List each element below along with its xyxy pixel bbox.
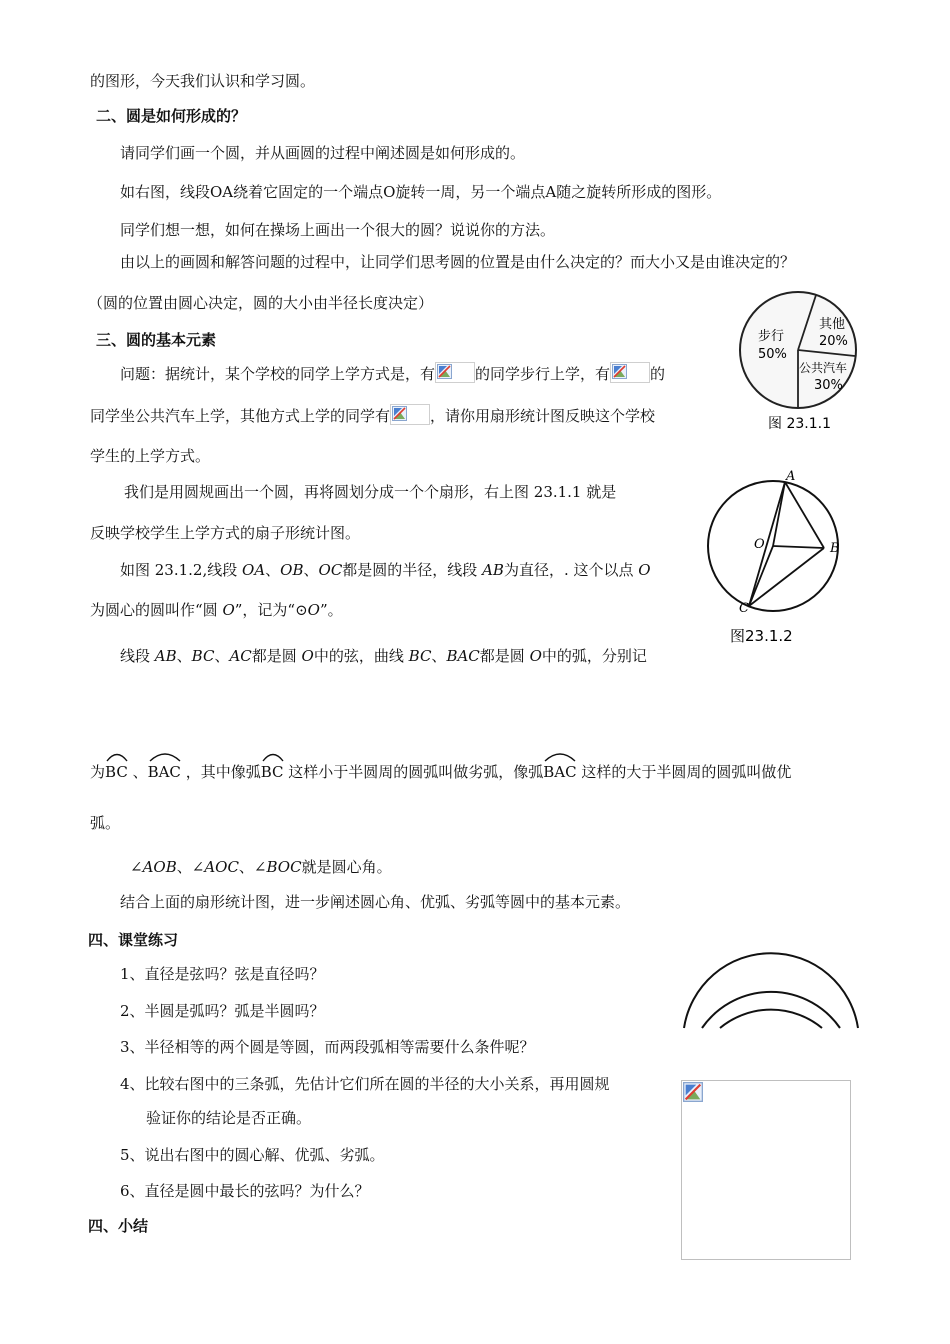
broken-image-icon — [612, 364, 627, 379]
chord-text: 中的弧，分别记 — [541, 647, 647, 665]
fan-text-2: 反映学校学生上学方式的扇子形统计图。 — [90, 524, 361, 542]
chord-text: 中的弦，曲线 — [313, 647, 409, 665]
arc-text: 这样的大于半圆周的圆弧叫做优 — [576, 763, 792, 781]
angle-boc: BOC — [266, 858, 302, 876]
arc-notation-end: 弧。 — [90, 814, 121, 832]
section-3-title: 三、圆的基本元素 — [96, 331, 217, 349]
separator: 、 — [176, 647, 192, 665]
pie-label-other: 其他 — [819, 317, 846, 332]
figure-circle-chords — [700, 468, 850, 653]
chord-text: 都是圆 — [251, 647, 302, 665]
chord-ac: AC — [229, 647, 252, 665]
problem-text-b: 的同学步行上学，有 — [475, 365, 611, 383]
angle-text: 就是圆心角。 — [301, 858, 392, 876]
sec2-p4: 由以上的画圆和解答问题的过程中，让同学们思考圆的位置是由什么决定的？而大小又是由谁决定的？ — [120, 253, 796, 271]
angle-aoc: AOC — [204, 858, 239, 876]
point-o: O — [529, 647, 542, 665]
pie-value-bus: 30% — [814, 378, 843, 393]
sec2-p2: 如右图，线段OA绕着它固定的一个端点O旋转一周，另一个端点A随之旋转所形成的图形。 — [120, 183, 722, 201]
pie-value-other: 20% — [819, 334, 848, 349]
def-text: ”，记为“⊙ — [234, 601, 308, 619]
point-label-c: C — [739, 601, 749, 616]
def-text: 为直径，. 这个以点 — [503, 561, 639, 579]
central-angle-line — [130, 857, 392, 877]
angle-symbol: 、∠ — [176, 858, 205, 876]
chord-ab: AB — [154, 647, 177, 665]
segment-oa: OA — [242, 561, 266, 579]
exercise-3: 3、半径相等的两个圆是等圆，而两段弧相等需要什么条件呢？ — [120, 1038, 535, 1056]
arc-bac: BAC — [446, 647, 480, 665]
missing-fraction-image — [390, 404, 430, 425]
section-4-title: 四、课堂练习 — [88, 931, 179, 949]
angle-symbol: 、∠ — [238, 858, 267, 876]
def-text: 为圆心的圆叫作“圆 — [90, 601, 223, 619]
exercise-4: 4、比较右图中的三条弧，先估计它们所在圆的半径的大小关系，再用圆规 — [120, 1075, 610, 1093]
figure-caption: 图 23.1.1 — [768, 416, 831, 432]
point-o: O — [638, 561, 651, 579]
fan-text-1: 我们是用圆规画出一个圆，再将圆划分成一个个扇形，右上图 23.1.1 就是 — [124, 483, 617, 501]
exercise-5: 5、说出右图中的圆心解、优弧、劣弧。 — [120, 1146, 385, 1164]
arc-mark-icon — [148, 750, 182, 762]
angle-aob: AOB — [142, 858, 177, 876]
arc-bc-label: BC — [260, 763, 284, 781]
point-label-a: A — [786, 469, 796, 484]
broken-image-icon — [683, 1082, 703, 1102]
exercise-2: 2、半圆是弧吗？弧是半圆吗？ — [120, 1002, 325, 1020]
arc-text: 为 — [90, 763, 106, 781]
arc-bac-label: BAC — [543, 763, 577, 781]
angle-symbol: ∠ — [130, 858, 143, 876]
section-2-title: 二、圆是如何形成的？ — [96, 107, 247, 125]
sec2-p3: 同学们想一想，如何在操场上画出一个很大的圆？说说你的方法。 — [120, 221, 556, 239]
arc-text: 这样小于半圆周的圆弧叫做劣弧，像弧 — [283, 763, 544, 781]
figure-caption: 图23.1.2 — [730, 627, 793, 645]
arc-bac-label: BAC — [147, 763, 181, 781]
arc-symbol-bc — [105, 762, 128, 782]
chord-line-ab — [785, 482, 824, 548]
arc-symbol-bc — [261, 762, 284, 782]
definition-line-1 — [120, 560, 651, 580]
figure-three-arcs — [676, 940, 866, 1030]
broken-image-icon — [437, 364, 452, 379]
intro-text: 的图形，今天我们认识和学习圆。 — [90, 72, 316, 90]
def-text: 都是圆的半径，线段 — [342, 561, 483, 579]
arc-bc: BC — [408, 647, 432, 665]
separator: 、 — [265, 561, 281, 579]
point-label-b: B — [830, 541, 840, 556]
exercise-6: 6、直径是圆中最长的弦吗？为什么？ — [120, 1182, 370, 1200]
problem-text-e: ，请你用扇形统计图反映这个学校 — [430, 407, 656, 425]
point-o: O — [307, 601, 320, 619]
pie-label-bus: 公共汽车 — [799, 361, 848, 375]
point-label-o: O — [754, 537, 765, 552]
chord-bc: BC — [191, 647, 215, 665]
pie-label-walk: 步行 — [758, 329, 785, 344]
broken-image-icon — [392, 406, 407, 421]
summary-title: 四、小结 — [88, 1217, 149, 1235]
def-text: 如图 23.1.2,线段 — [120, 561, 243, 579]
arc-bc-label: BC — [105, 763, 128, 781]
definition-line-2 — [90, 600, 343, 620]
problem-text-d: 同学坐公共汽车上学，其他方式上学的同学有 — [90, 407, 391, 425]
figure-pie-chart — [736, 290, 866, 440]
separator: 、 — [303, 561, 319, 579]
missing-fraction-image — [610, 362, 650, 383]
separator: 、 — [214, 647, 230, 665]
segment-ob: OB — [280, 561, 304, 579]
arc-notation-line — [90, 762, 791, 782]
missing-figure-box — [681, 1080, 851, 1260]
missing-fraction-image — [435, 362, 475, 383]
problem-text-c: 的 — [650, 365, 666, 383]
problem-text-a: 问题：据统计，某个学校的同学上学方式是，有 — [120, 365, 436, 383]
chord-text: 都是圆 — [479, 647, 530, 665]
chord-text: 线段 — [120, 647, 155, 665]
exercise-1: 1、直径是弦吗？弦是直径吗？ — [120, 965, 325, 983]
combine-text: 结合上面的扇形统计图，进一步阐述圆心角、优弧、劣弧等圆中的基本元素。 — [120, 893, 631, 911]
segment-ab: AB — [482, 561, 504, 579]
point-o: O — [301, 647, 314, 665]
problem-line-2 — [90, 404, 655, 426]
pie-value-walk: 50% — [758, 347, 787, 362]
arc-mark-icon — [261, 750, 285, 762]
radius-ob — [773, 546, 824, 548]
problem-line-3: 学生的上学方式。 — [90, 447, 211, 465]
arc-small — [720, 1010, 822, 1028]
arc-text: ，其中像弧 — [180, 763, 261, 781]
arc-mark-icon — [543, 750, 577, 762]
sec2-p5: （圆的位置由圆心决定，圆的大小由半径长度决定） — [88, 294, 434, 312]
problem-line-1 — [120, 362, 665, 384]
def-text: ”。 — [319, 601, 343, 619]
chord-line — [120, 646, 647, 666]
arc-mark-icon — [105, 750, 129, 762]
segment-oc: OC — [318, 561, 343, 579]
separator: 、 — [127, 763, 148, 781]
sec2-p1: 请同学们画一个圆，并从画圆的过程中阐述圆是如何形成的。 — [120, 144, 526, 162]
exercise-4-cont: 验证你的结论是否正确。 — [146, 1109, 312, 1127]
separator: 、 — [431, 647, 447, 665]
point-o: O — [222, 601, 235, 619]
arc-symbol-bac — [543, 762, 576, 782]
arc-symbol-bac — [148, 762, 181, 782]
